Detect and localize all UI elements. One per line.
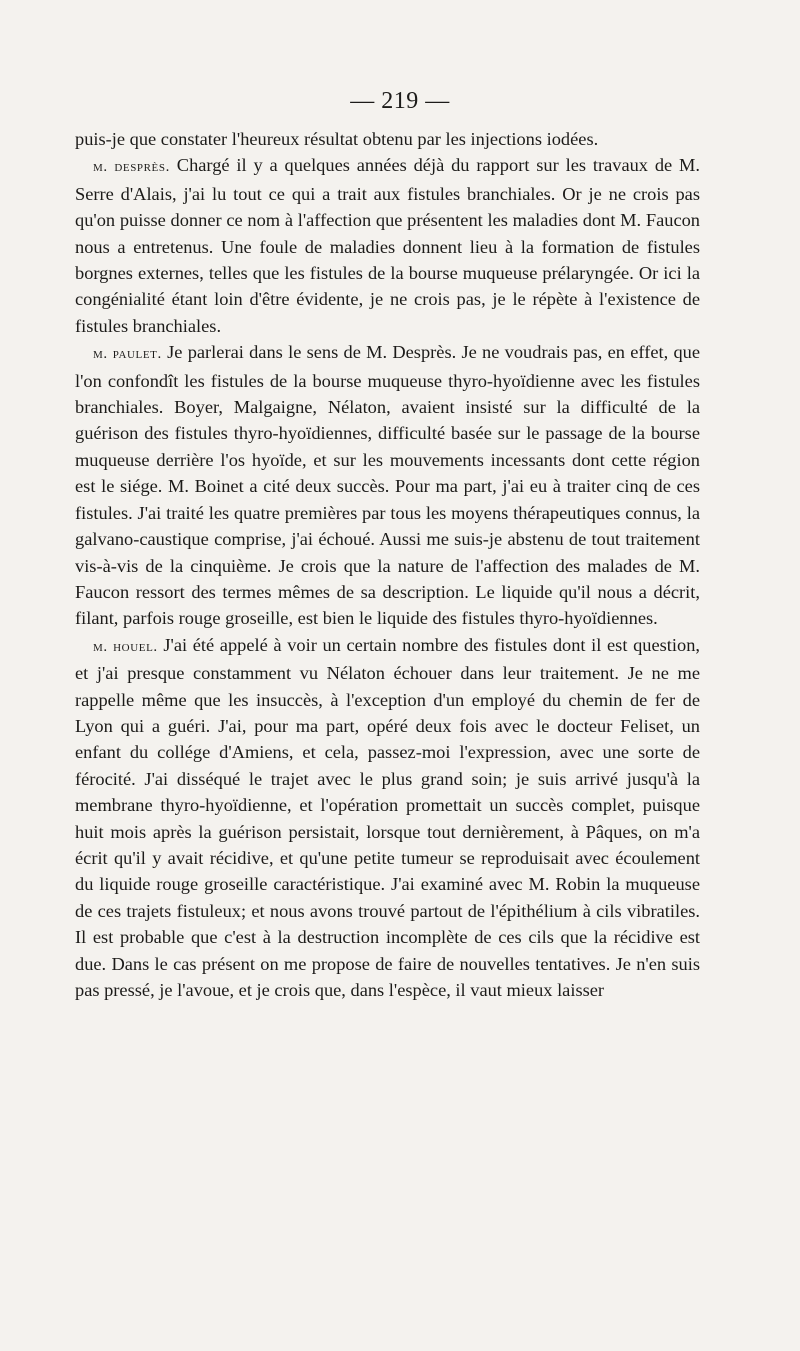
paragraph-text: Chargé il y a quelques années déjà du rapport sur les travaux de M. Serre d'Alais, j'ai lu tout ce qui a trait aux fistules branchiales. Or je ne crois pas qu'on puisse donner ce nom à l'affection que présentent les maladies dont M. Faucon nous a entretenus. Une foule de maladies donnent lieu à la formation de fistules borgnes externes, telles que les fistules de la bourse muqueuse prélaryngée. Or ici la congénialité étant loin d'être évidente, je ne crois pas, je le répète à l'existence de fistules branchiales. xyxy=(75,155,700,336)
page-number: — 219 — xyxy=(350,88,450,114)
paragraph-houel xyxy=(75,632,700,1004)
speaker-name: m. paulet. xyxy=(93,346,162,363)
paragraph-continuation xyxy=(75,126,700,152)
paragraph-paulet xyxy=(75,339,700,631)
paragraph-text: Je parlerai dans le sens de M. Desprès. Je ne voudrais pas, en effet, que l'on confondît les fistules de la bourse muqueuse thyro-hyoïdienne avec les fistules branchiales. Boyer, Malgaigne, Nélaton, avaient insisté sur la difficulté de la guérison des fistules thyro-hyoïdiennes, difficulté basée sur le passage de la bourse muqueuse derrière l'os hyoïde, et sur les mouvements incessants dont cette région est le siége. M. Boinet a cité deux succès. Pour ma part, j'ai eu à traiter cinq de ces fistules. J'ai traité les quatre premières par tous les moyens thérapeutiques connus, la galvano-caustique comprise, j'ai échoué. Aussi me suis-je abstenu de tout traitement vis-à-vis de la cinquième. Je crois que la nature de l'affection des malades de M. Faucon ressort des termes mêmes de sa description. Le liquide qu'il nous a décrit, filant, parfois rouge groseille, est bien le liquide des fistules thyro-hyoïdiennes. xyxy=(75,342,701,629)
body-text xyxy=(75,126,700,1003)
speaker-name: m. houel. xyxy=(93,638,158,655)
paragraph-text: J'ai été appelé à voir un certain nombre des fistules dont il est question, et j'ai presque constamment vu Nélaton échouer dans leur traitement. Je ne me rappelle même que les insuccès, à l'exception d'un employé du chemin de fer de Lyon qui a guéri. J'ai, pour ma part, opéré deux fois avec le docteur Feliset, un enfant du collége d'Amiens, et cela, passez-moi l'expression, avec une sorte de férocité. J'ai disséqué le trajet avec le plus grand soin; je suis arrivé jusqu'à la membrane thyro-hyoïdienne, et l'opération promettait un succès complet, puisque huit mois après la guérison persistait, lorsque tout dernièrement, à Pâques, on m'a écrit qu'il y avait récidive, et qu'une petite tumeur se reproduisait avec écoulement du liquide rouge groseille caractéristique. J'ai examiné avec M. Robin la muqueuse de ces trajets fistuleux; et nous avons trouvé partout de l'épithélium à cils vibratiles. Il est probable que c'est à la destruction incomplète de ces cils que la récidive est due. Dans le cas présent on me propose de faire de nouvelles tentatives. Je n'en suis pas pressé, je l'avoue, et je crois que, dans l'espèce, il vaut mieux laisser xyxy=(75,634,700,1000)
speaker-name: m. desprès. xyxy=(93,159,170,176)
paragraph-despres xyxy=(75,152,700,339)
paragraph-text: puis-je que constater l'heureux résultat obtenu par les injections iodées. xyxy=(75,129,599,149)
